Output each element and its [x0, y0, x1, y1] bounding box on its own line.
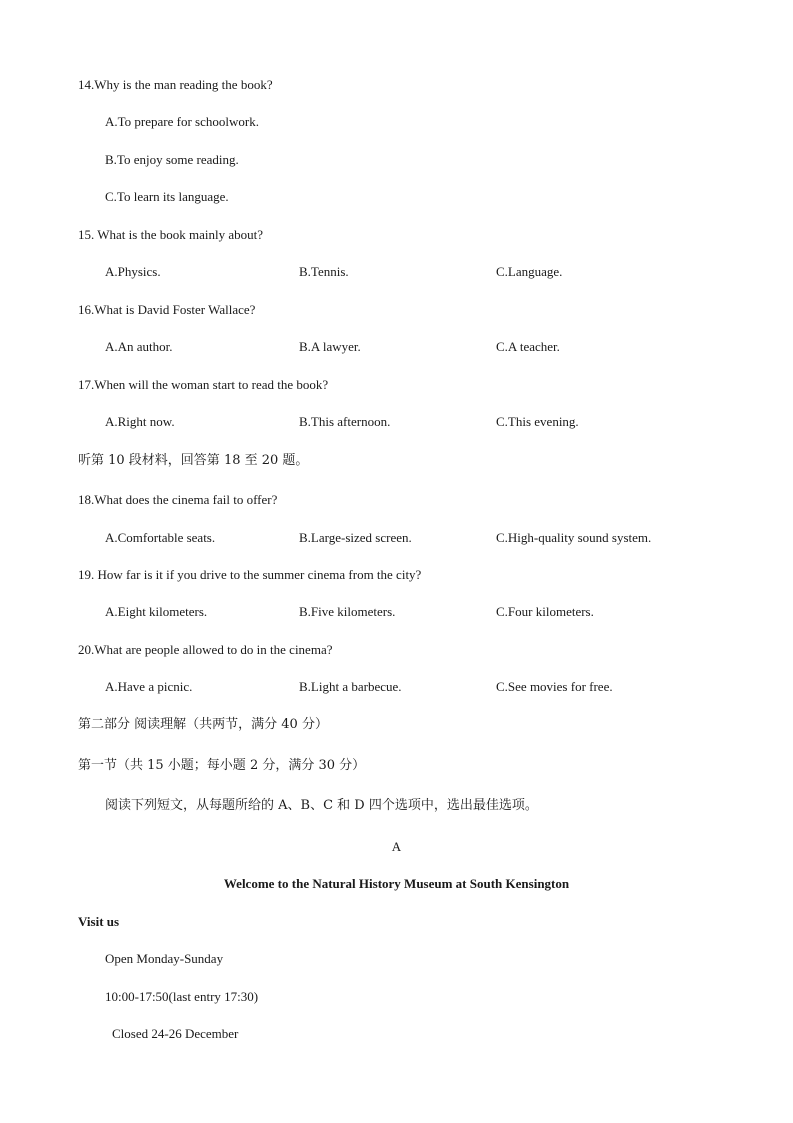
option-18c: C.High-quality sound system. [496, 530, 652, 545]
section-10-instruction: 听第 10 段材料，回答第 18 至 20 题。 [78, 453, 309, 468]
option-19b: B.Five kilometers. [299, 604, 396, 619]
option-14b: B.To enjoy some reading. [105, 152, 239, 167]
option-15a: A.Physics. [105, 264, 161, 279]
question-19: 19. How far is it if you drive to the summer cinema from the city? [78, 567, 422, 582]
question-14: 14.Why is the man reading the book? [78, 77, 273, 92]
question-16: 16.What is David Foster Wallace? [78, 302, 256, 317]
opening-hours: 10:00-17:50(last entry 17:30) [105, 989, 259, 1004]
option-20b: B.Light a barbecue. [299, 679, 402, 694]
passage-title: Welcome to the Natural History Museum at South Kensington [223, 876, 570, 891]
closed-dates: Closed 24-26 December [112, 1026, 239, 1041]
option-19c: C.Four kilometers. [496, 604, 594, 619]
part-2-heading: 第二部分 阅读理解（共两节，满分 40 分） [78, 717, 328, 732]
option-14c: C.To learn its language. [105, 189, 229, 204]
question-15: 15. What is the book mainly about? [78, 227, 263, 242]
passage-letter: A [391, 839, 402, 854]
option-16c: C.A teacher. [496, 339, 560, 354]
option-17a: A.Right now. [105, 414, 175, 429]
option-16b: B.A lawyer. [299, 339, 361, 354]
option-19a: A.Eight kilometers. [105, 604, 208, 619]
option-20a: A.Have a picnic. [105, 679, 193, 694]
option-15c: C.Language. [496, 264, 563, 279]
option-15b: B.Tennis. [299, 264, 349, 279]
option-16a: A.An author. [105, 339, 173, 354]
open-days: Open Monday-Sunday [105, 951, 224, 966]
reading-instruction: 阅读下列短文，从每题所给的 A、B、C 和 D 四个选项中，选出最佳选项。 [105, 798, 538, 813]
option-18a: A.Comfortable seats. [105, 530, 216, 545]
visit-us-heading: Visit us [78, 914, 120, 929]
option-17c: C.This evening. [496, 414, 579, 429]
option-20c: C.See movies for free. [496, 679, 613, 694]
question-18: 18.What does the cinema fail to offer? [78, 492, 278, 507]
option-18b: B.Large-sized screen. [299, 530, 412, 545]
option-17b: B.This afternoon. [299, 414, 391, 429]
question-17: 17.When will the woman start to read the book? [78, 377, 329, 392]
section-1-heading: 第一节（共 15 小题；每小题 2 分，满分 30 分） [78, 758, 366, 773]
option-14a: A.To prepare for schoolwork. [105, 114, 259, 129]
question-20: 20.What are people allowed to do in the cinema? [78, 642, 333, 657]
